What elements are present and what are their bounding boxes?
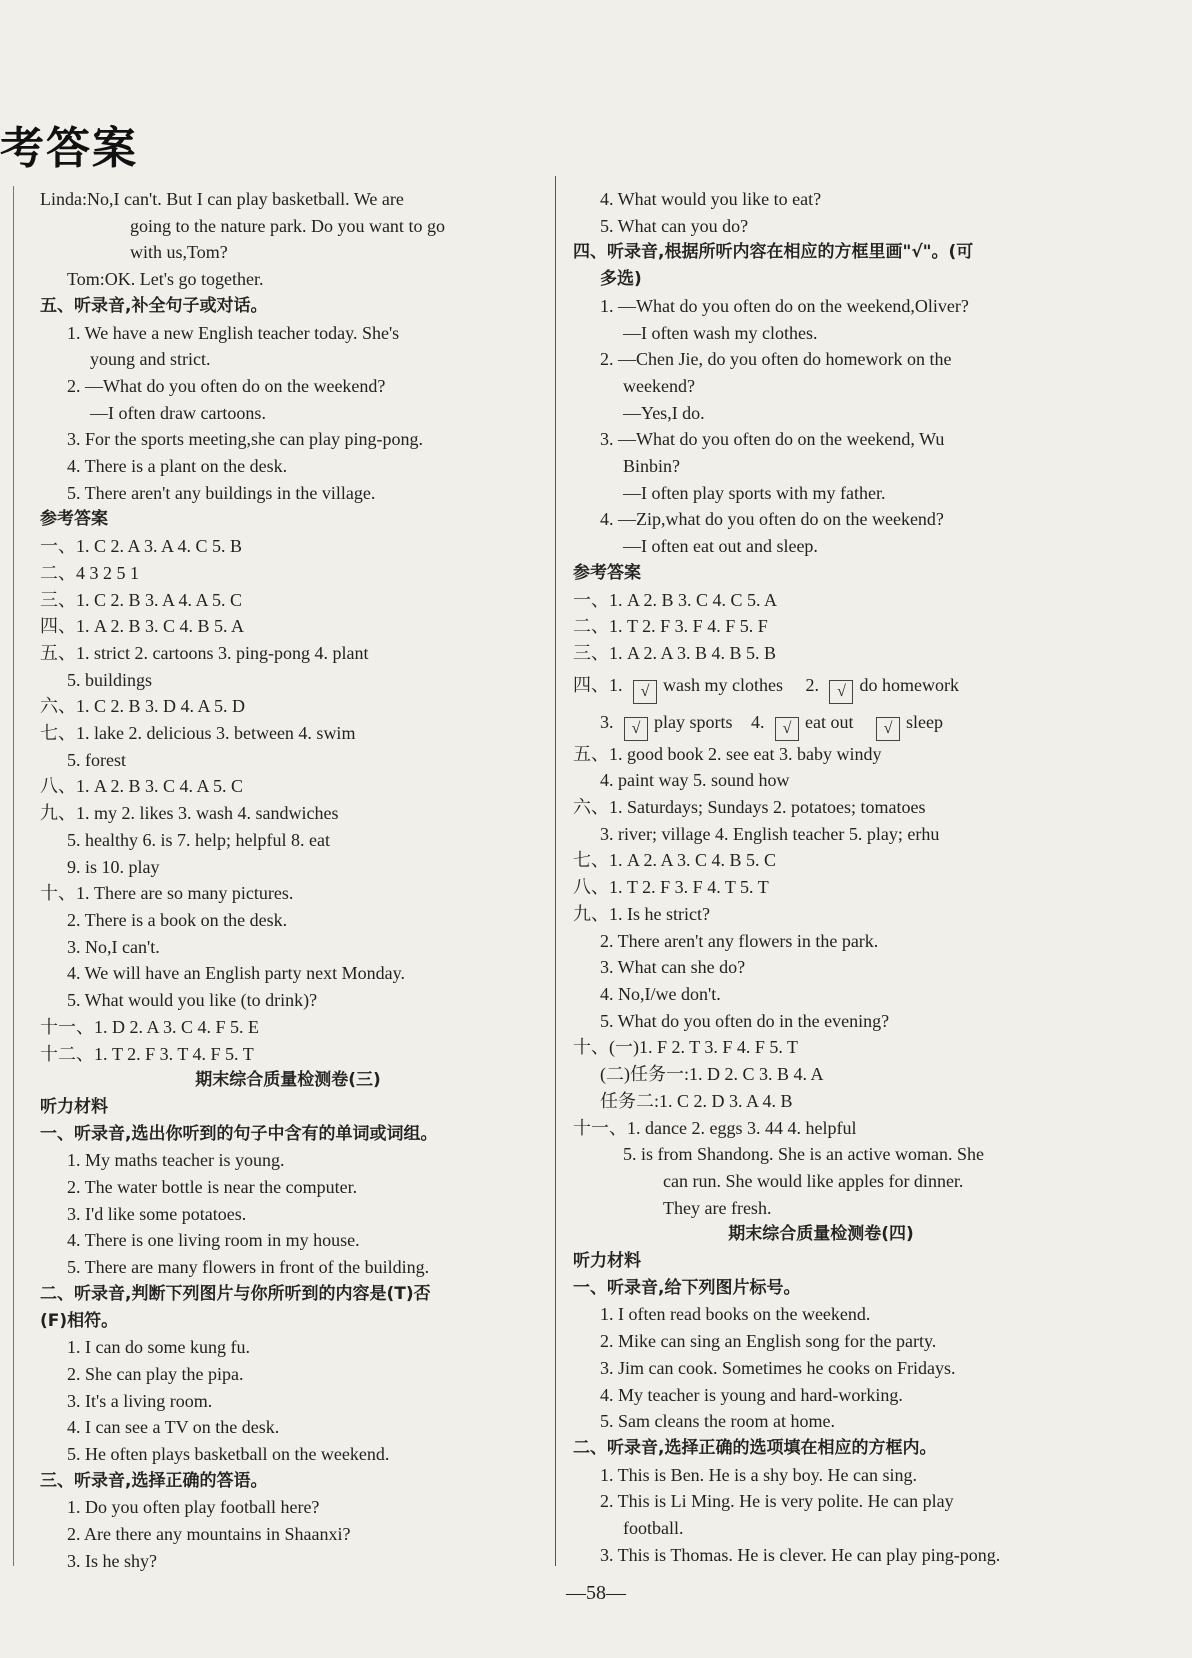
left-line: 2. The water bottle is near the computer. xyxy=(67,1177,358,1198)
left-line: 二、4 3 2 5 1 xyxy=(40,562,139,583)
left-line: 3. I'd like some potatoes. xyxy=(67,1203,247,1224)
right-bottom-line: 期末综合质量检测卷(四) xyxy=(728,1224,914,1245)
checkbox-sleep: √ xyxy=(876,717,900,741)
right-top-line: Binbin? xyxy=(623,456,680,477)
right-bottom-line: 五、1. good book 2. see eat 3. baby windy xyxy=(573,743,882,764)
left-line: 五、1. strict 2. cartoons 3. ping-pong 4. plant xyxy=(40,642,369,663)
check-row-2-lead: 3. xyxy=(600,711,614,732)
right-bottom-line: 5. Sam cleans the room at home. xyxy=(600,1411,835,1432)
left-line: 七、1. lake 2. delicious 3. between 4. swim xyxy=(40,723,356,744)
left-line: Linda:No,I can't. But I can play basketball. We are xyxy=(40,189,404,209)
left-line: 3. It's a living room. xyxy=(67,1390,213,1411)
left-line: 1. I can do some kung fu. xyxy=(67,1337,250,1358)
right-top-line: —I often play sports with my father. xyxy=(623,482,886,503)
option-do-homework: do homework xyxy=(859,674,959,695)
check-row-1-lead: 四、1. xyxy=(573,674,623,695)
checkbox-homework: √ xyxy=(829,680,853,704)
left-line: 十、1. There are so many pictures. xyxy=(40,883,294,904)
left-line: 二、听录音,判断下列图片与你所听到的内容是(T)否 xyxy=(40,1283,431,1304)
checkbox-eat-out: √ xyxy=(775,717,799,741)
left-line: 期末综合质量检测卷(三) xyxy=(195,1070,381,1091)
left-line: 一、听录音,选出你听到的句子中含有的单词或词组。 xyxy=(40,1123,438,1144)
right-bottom-line: 六、1. Saturdays; Sundays 2. potatoes; tomatoes xyxy=(573,797,926,818)
option-sleep: sleep xyxy=(905,711,943,732)
left-line: 3. For the sports meeting,she can play ping-pong. xyxy=(67,429,423,450)
left-line: 5. forest xyxy=(67,749,126,770)
left-column xyxy=(40,186,536,1575)
right-bottom-line: 一、听录音,给下列图片标号。 xyxy=(573,1277,801,1298)
left-line: 4. There is one living room in my house. xyxy=(67,1230,360,1251)
left-line: (F)相符。 xyxy=(40,1310,119,1331)
left-line: 十二、1. T 2. F 3. T 4. F 5. T xyxy=(40,1043,254,1064)
option-play-sports: play sports xyxy=(654,711,733,732)
right-bottom-line: 4. No,I/we don't. xyxy=(600,983,721,1004)
right-bottom-line: 3. river; village 4. English teacher 5. play; erhu xyxy=(600,823,940,844)
right-top-line: 四、听录音,根据所听内容在相应的方框里画"√"。(可 xyxy=(573,242,974,263)
left-line: 参考答案 xyxy=(40,509,108,530)
left-line: 4. There is a plant on the desk. xyxy=(67,456,288,477)
right-top-line: —I often eat out and sleep. xyxy=(623,536,818,557)
right-top-line: 5. What can you do? xyxy=(600,215,749,236)
left-line: 五、听录音,补全句子或对话。 xyxy=(40,295,268,316)
right-top-line: 参考答案 xyxy=(573,562,641,583)
right-top-line: 4. What would you like to eat? xyxy=(600,189,822,209)
option-wash-clothes: wash my clothes xyxy=(663,674,783,695)
left-line: 2. Are there any mountains in Shaanxi? xyxy=(67,1524,351,1545)
left-line: 2. She can play the pipa. xyxy=(67,1363,244,1384)
left-line: 4. I can see a TV on the desk. xyxy=(67,1417,280,1438)
check-row-2-num: 4. xyxy=(751,711,765,732)
right-bottom-line: 二、听录音,选择正确的选项填在相应的方框内。 xyxy=(573,1437,937,1458)
right-bottom-line: 4. My teacher is young and hard-working. xyxy=(600,1384,903,1405)
right-top-line: —Yes,I do. xyxy=(623,402,705,423)
page-number: —58— xyxy=(566,1582,626,1604)
right-top-line: 二、1. T 2. F 3. F 4. F 5. F xyxy=(573,616,768,637)
left-line: 4. We will have an English party next Monday. xyxy=(67,963,405,984)
right-top-line: 4. —Zip,what do you often do on the weekend? xyxy=(600,509,944,530)
left-line: 三、听录音,选择正确的答语。 xyxy=(40,1470,268,1491)
right-top-line: 1. —What do you often do on the weekend,Oliver? xyxy=(600,295,969,316)
check-row-1-num: 2. xyxy=(805,674,819,695)
right-bottom-line: 3. What can she do? xyxy=(600,957,746,978)
left-line: 八、1. A 2. B 3. C 4. A 5. C xyxy=(40,776,244,797)
right-top-line: 多选) xyxy=(600,269,642,290)
left-line: 九、1. my 2. likes 3. wash 4. sandwiches xyxy=(40,803,339,824)
check-row-2 xyxy=(573,704,1069,741)
right-top-line: 2. —Chen Jie, do you often do homework on the xyxy=(600,349,952,370)
left-line: 十一、1. D 2. A 3. C 4. F 5. E xyxy=(40,1016,260,1037)
left-line: 四、1. A 2. B 3. C 4. B 5. A xyxy=(40,616,245,637)
left-line: going to the nature park. Do you want to go xyxy=(130,215,445,236)
left-line: 三、1. C 2. B 3. A 4. A 5. C xyxy=(40,589,243,610)
right-column-top xyxy=(573,186,1069,667)
left-line: 5. He often plays basketball on the weekend. xyxy=(67,1444,390,1465)
left-line: —I often draw cartoons. xyxy=(90,402,266,423)
left-line: 5. There are many flowers in front of the building. xyxy=(67,1257,430,1278)
left-line: 1. Do you often play football here? xyxy=(67,1497,320,1518)
left-line: 1. My maths teacher is young. xyxy=(67,1150,285,1171)
right-bottom-line: can run. She would like apples for dinner. xyxy=(663,1170,964,1191)
page-header-title: 考答案 xyxy=(0,123,138,174)
right-top-line: 3. —What do you often do on the weekend, Wu xyxy=(600,429,945,450)
checkbox-wash: √ xyxy=(633,680,657,704)
right-bottom-line: 十、(一)1. F 2. T 3. F 4. F 5. T xyxy=(573,1037,799,1058)
right-column xyxy=(573,186,1069,1568)
right-column-bottom xyxy=(573,741,1069,1569)
right-top-line: weekend? xyxy=(623,375,695,396)
right-bottom-line: 5. What do you often do in the evening? xyxy=(600,1010,890,1031)
left-line: 2. —What do you often do on the weekend? xyxy=(67,375,386,396)
column-divider xyxy=(555,176,556,1566)
check-row-1 xyxy=(573,667,1069,704)
right-bottom-line: 听力材料 xyxy=(573,1251,641,1272)
right-top-line: 三、1. A 2. A 3. B 4. B 5. B xyxy=(573,642,777,663)
right-bottom-line: football. xyxy=(623,1518,684,1539)
left-line: 3. Is he shy? xyxy=(67,1550,157,1571)
right-bottom-line: (二)任务一:1. D 2. C 3. B 4. A xyxy=(600,1064,824,1085)
right-bottom-line: 1. This is Ben. He is a shy boy. He can sing. xyxy=(600,1464,917,1485)
right-bottom-line: 九、1. Is he strict? xyxy=(573,903,710,924)
right-bottom-line: 3. This is Thomas. He is clever. He can play ping-pong. xyxy=(600,1544,1001,1565)
left-margin-rule xyxy=(13,186,14,1566)
checkbox-sports: √ xyxy=(624,717,648,741)
right-bottom-line: 2. Mike can sing an English song for the party. xyxy=(600,1331,937,1352)
left-line: 听力材料 xyxy=(40,1096,108,1117)
left-line: 六、1. C 2. B 3. D 4. A 5. D xyxy=(40,696,246,717)
left-line: 1. We have a new English teacher today. She's xyxy=(67,322,400,343)
right-bottom-line: 4. paint way 5. sound how xyxy=(600,770,790,791)
right-bottom-line: 七、1. A 2. A 3. C 4. B 5. C xyxy=(573,850,777,871)
left-line: 5. buildings xyxy=(67,669,153,690)
right-bottom-line: 十一、1. dance 2. eggs 3. 44 4. helpful xyxy=(573,1117,857,1138)
option-eat-out: eat out xyxy=(805,711,854,732)
right-bottom-line: They are fresh. xyxy=(663,1197,772,1218)
right-top-line: 一、1. A 2. B 3. C 4. C 5. A xyxy=(573,589,778,610)
left-line: with us,Tom? xyxy=(130,242,228,263)
left-line: 5. healthy 6. is 7. help; helpful 8. eat xyxy=(67,829,330,850)
left-line: 9. is 10. play xyxy=(67,856,160,877)
right-bottom-line: 2. This is Li Ming. He is very polite. He can play xyxy=(600,1491,954,1512)
right-top-line: —I often wash my clothes. xyxy=(623,322,818,343)
right-bottom-line: 任务二:1. C 2. D 3. A 4. B xyxy=(600,1090,793,1111)
right-bottom-line: 5. is from Shandong. She is an active woman. She xyxy=(623,1144,984,1165)
left-line: 5. What would you like (to drink)? xyxy=(67,990,318,1011)
left-line: 一、1. C 2. A 3. A 4. C 5. B xyxy=(40,536,243,557)
right-bottom-line: 八、1. T 2. F 3. F 4. T 5. T xyxy=(573,877,769,898)
left-line: young and strict. xyxy=(90,349,211,370)
right-bottom-line: 2. There aren't any flowers in the park. xyxy=(600,930,879,951)
left-line: Tom:OK. Let's go together. xyxy=(67,269,264,290)
left-line: 5. There aren't any buildings in the village. xyxy=(67,482,376,503)
right-bottom-line: 3. Jim can cook. Sometimes he cooks on Fridays. xyxy=(600,1357,956,1378)
left-line: 2. There is a book on the desk. xyxy=(67,909,288,930)
left-line: 3. No,I can't. xyxy=(67,936,160,957)
right-bottom-line: 1. I often read books on the weekend. xyxy=(600,1304,871,1325)
